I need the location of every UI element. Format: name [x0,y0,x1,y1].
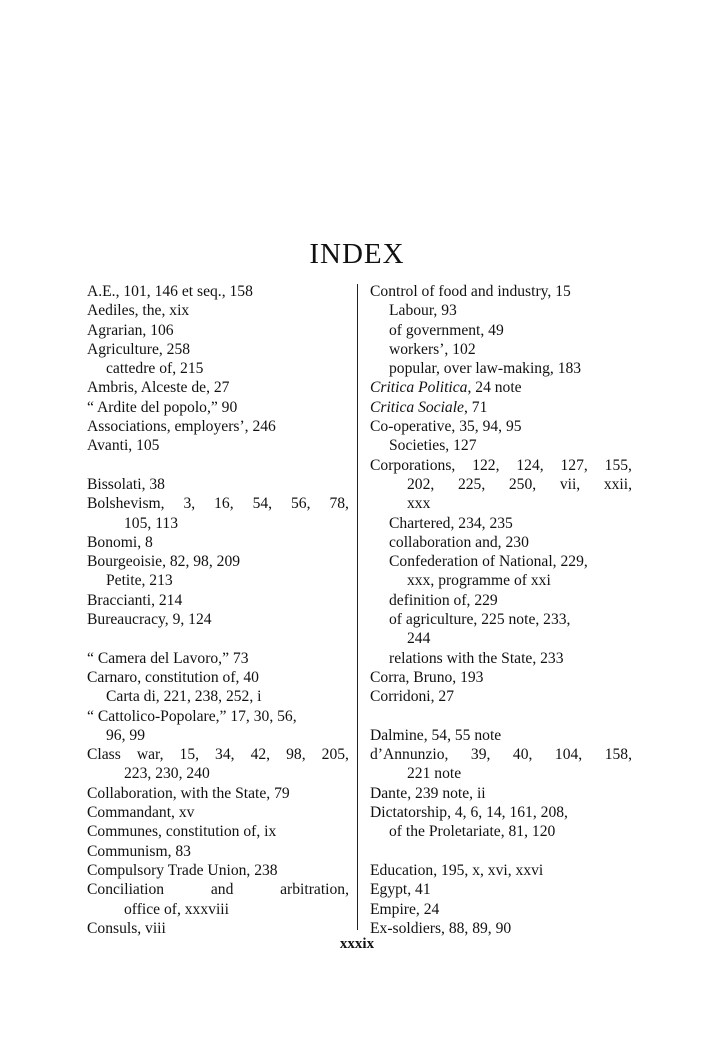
index-entry-pages: , 71 [463,398,488,416]
index-entry: definition of, 229 [389,591,498,609]
index-entry-word: 225, [457,475,486,493]
index-entry [87,880,349,899]
index-entry: 221 note [407,765,462,783]
index-entry: Agrarian, 106 [87,321,174,339]
index-entry-word: 155, [604,456,632,474]
index-entry [370,378,632,397]
index-entry-word: 15, [179,746,200,764]
index-entry: Bureaucracy, 9, 124 [87,611,212,629]
index-entry: 105, 113 [124,514,178,532]
index-entry-word: 250, [508,475,537,493]
index-entry: Corridoni, 27 [370,688,455,706]
index-entry-pages: , 24 note [467,379,522,397]
index-entry-title: Critica Politica [370,379,468,397]
index-entry: Aediles, the, xix [87,302,190,320]
index-entry: Agriculture, 258 [87,340,191,358]
index-entry-word: war, [136,746,164,764]
index-entry: Communism, 83 [87,842,191,860]
index-entry [87,494,349,513]
index-entry-word: 34, [215,746,235,764]
index-entry-word: 158, [604,746,632,764]
index-entry-word: 205, [321,746,349,764]
index-entry-word: Conciliation [87,881,165,899]
index-entry: Ex-soldiers, 88, 89, 90 [370,919,512,937]
index-entry: of government, 49 [389,321,504,339]
index-entry [370,745,632,764]
index-entry: Corra, Bruno, 193 [370,668,484,686]
index-entry: Egypt, 41 [370,881,431,899]
index-entry: Avanti, 105 [87,437,160,455]
index-entry-word: 124, [516,456,544,474]
index-entry: Bourgeoisie, 82, 98, 209 [87,553,241,571]
index-entry: Education, 195, x, xvi, xxvi [370,861,544,879]
index-entry: Societies, 127 [389,437,477,455]
index-entry: Bissolati, 38 [87,475,165,493]
index-entry-word: arbitration, [280,881,349,899]
index-entry-word: 78, [329,495,349,513]
index-entry: Control of food and industry, 15 [370,283,571,300]
index-entry: Empire, 24 [370,900,440,918]
index-entry-word: 56, [291,495,311,513]
index-entry [87,745,349,764]
index-entry: xxx [407,495,431,513]
index-entry-word: 39, [470,746,491,764]
index-entry: 244 [407,630,431,648]
index-entry-word: Bolshevism, [87,495,165,513]
column-divider [357,284,358,930]
index-entry: Ambris, Alceste de, 27 [87,379,230,397]
index-entry: 96, 99 [106,726,145,744]
index-entry: xxx, programme of xxi [407,572,551,590]
index-entry-word: 122, [472,456,500,474]
index-entry-word: 16, [214,495,234,513]
index-entry: Associations, employers’, 246 [87,418,276,436]
index-entry: “ Cattolico-Popolare,” 17, 30, 56, [87,707,297,725]
index-entry-word: 127, [560,456,588,474]
index-entry: Collaboration, with the State, 79 [87,784,290,802]
index-entry: Carnaro, constitution of, 40 [87,668,259,686]
index-entry-word: 54, [252,495,273,513]
index-entry: Dalmine, 54, 55 note [370,726,502,744]
index-entry: Compulsory Trade Union, 238 [87,861,278,879]
index-entry-title: Critica Sociale [370,398,464,416]
index-entry: popular, over law-making, 183 [389,360,582,378]
index-entry-word: 40, [512,746,533,764]
index-entry: Bonomi, 8 [87,533,153,551]
index-entry-word: xxii, [603,475,632,493]
index-entry: Carta di, 221, 238, 252, i [106,688,262,706]
index-entry: “ Camera del Lavoro,” 73 [87,649,249,667]
index-entry: Communes, constitution of, ix [87,823,277,841]
index-entry: Braccianti, 214 [87,591,183,609]
index-column-left [87,282,349,938]
index-entry-word: 42, [250,746,271,764]
index-entry-word: 3, [183,495,196,513]
index-entry-word: 202, [407,475,435,493]
index-entry: Petite, 213 [106,572,173,590]
index-entry: “ Ardite del popolo,” 90 [87,398,238,416]
index-entry-word: and [210,881,234,899]
index-entry: Consuls, viii [87,919,166,937]
index-entry: of the Proletariate, 81, 120 [389,823,556,841]
index-entry: Chartered, 234, 235 [389,514,513,532]
index-entry: cattedre of, 215 [106,360,204,378]
index-entry: Co-operative, 35, 94, 95 [370,418,522,436]
index-entry: Confederation of National, 229, [389,553,588,571]
index-column-right [370,282,632,938]
index-entry: Dante, 239 note, ii [370,784,486,802]
index-entry: 223, 230, 240 [124,765,210,783]
index-entry: office of, xxxviii [124,900,229,918]
index-entry: A.E., 101, 146 et seq., 158 [87,283,253,300]
index-entry [370,475,632,494]
index-entry: collaboration and, 230 [389,533,529,551]
page-number: xxxix [339,936,375,952]
index-entry-word: 104, [554,746,583,764]
index-entry-word: Class [87,746,121,764]
index-entry-word: 98, [286,746,306,764]
index-entry: Commandant, xv [87,804,195,822]
index-entry-word: d’Annunzio, [370,746,449,764]
index-entry: workers’, 102 [389,340,476,358]
index-entry-word: vii, [559,475,581,493]
index-entry: Dictatorship, 4, 6, 14, 161, 208, [370,804,568,822]
index-entry-word: Corporations, [370,456,456,474]
index-entry [370,398,632,417]
index-entry [370,456,632,475]
index-entry: relations with the State, 233 [389,649,564,667]
index-entry: Labour, 93 [389,302,457,320]
page-title: INDEX [309,238,405,270]
index-entry: of agriculture, 225 note, 233, [389,611,571,629]
